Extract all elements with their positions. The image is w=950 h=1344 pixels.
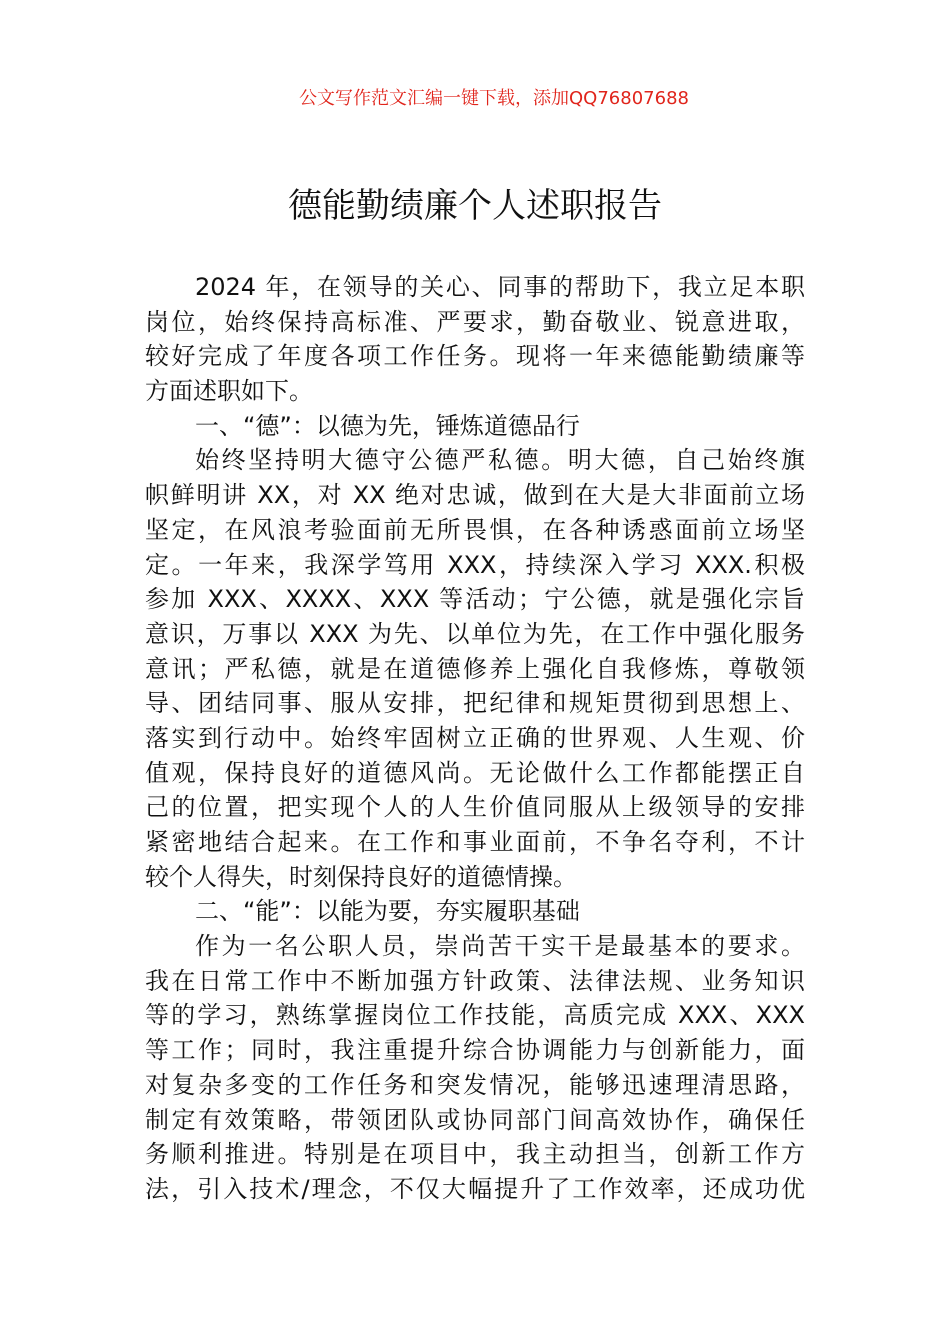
text-line: 始终坚持明大德守公德严私德。明大德，自己始终旗	[195, 446, 805, 475]
text-line: 参加 XXX、XXXX、XXX 等活动；宁公德，就是强化宗旨	[145, 585, 805, 614]
text-line: 对复杂多变的工作任务和突发情况，能够迅速理清思路，	[145, 1070, 805, 1099]
download-banner: 公文写作范文汇编一键下载，添加QQ76807688	[299, 88, 689, 109]
page-title: 德能勤绩廉个人述职报告	[288, 186, 662, 226]
text-line: 定。一年来，我深学笃用 XXX，持续深入学习 XXX.积极	[145, 550, 805, 579]
text-line: 法，引入技术/理念，不仅大幅提升了工作效率，还成功优	[145, 1174, 805, 1203]
text-line: 较个人得失，时刻保持良好的道德情操。	[145, 862, 577, 891]
text-line: 方面述职如下。	[145, 377, 313, 406]
neng-paragraph	[145, 929, 805, 1207]
text-line: 意讯；严私德，就是在道德修养上强化自我修炼，尊敬领	[145, 654, 805, 683]
text-line: 岗位，始终保持高标准、严要求，勤奋敬业、锐意进取，	[145, 307, 805, 336]
text-line: 等工作；同时，我注重提升综合协调能力与创新能力，面	[145, 1036, 805, 1065]
text-line: 落实到行动中。始终牢固树立正确的世界观、人生观、价	[145, 723, 805, 752]
intro-paragraph	[145, 270, 805, 409]
text-line: 导、团结同事、服从安排，把纪律和规矩贯彻到思想上、	[145, 689, 805, 718]
de-paragraph	[145, 443, 805, 894]
document-body	[145, 270, 805, 1207]
text-line: 值观，保持良好的道德风尚。无论做什么工作都能摆正自	[145, 758, 805, 787]
text-line: 制定有效策略，带领团队或协同部门间高效协作，确保任	[145, 1105, 805, 1134]
text-line: 作为一名公职人员，崇尚苦干实干是最基本的要求。	[195, 932, 805, 961]
text-line: 己的位置，把实现个人的人生价值同服从上级领导的安排	[145, 793, 805, 822]
text-line: 2024 年，在领导的关心、同事的帮助下，我立足本职	[195, 273, 805, 301]
text-line: 帜鲜明讲 XX，对 XX 绝对忠诚，做到在大是大非面前立场	[145, 481, 805, 510]
text-line: 坚定，在风浪考验面前无所畏惧，在各种诱惑面前立场坚	[145, 515, 805, 544]
text-line: 紧密地结合起来。在工作和事业面前，不争名夺利，不计	[145, 828, 805, 856]
text-line: 务顺利推进。特别是在项目中，我主动担当，创新工作方	[145, 1140, 805, 1169]
text-line: 意识，万事以 XXX 为先、以单位为先，在工作中强化服务	[145, 619, 805, 648]
text-line: 等的学习，熟练掌握岗位工作技能，高质完成 XXX、XXX	[145, 1001, 805, 1030]
text-line: 较好完成了年度各项工作任务。现将一年来德能勤绩廉等	[145, 342, 805, 371]
section-heading-de: 一、“德”：以德为先，锤炼道德品行	[195, 411, 580, 440]
text-line: 我在日常工作中不断加强方针政策、法律法规、业务知识	[145, 966, 805, 995]
section-heading-neng: 二、“能”：以能为要，夯实履职基础	[195, 897, 580, 926]
